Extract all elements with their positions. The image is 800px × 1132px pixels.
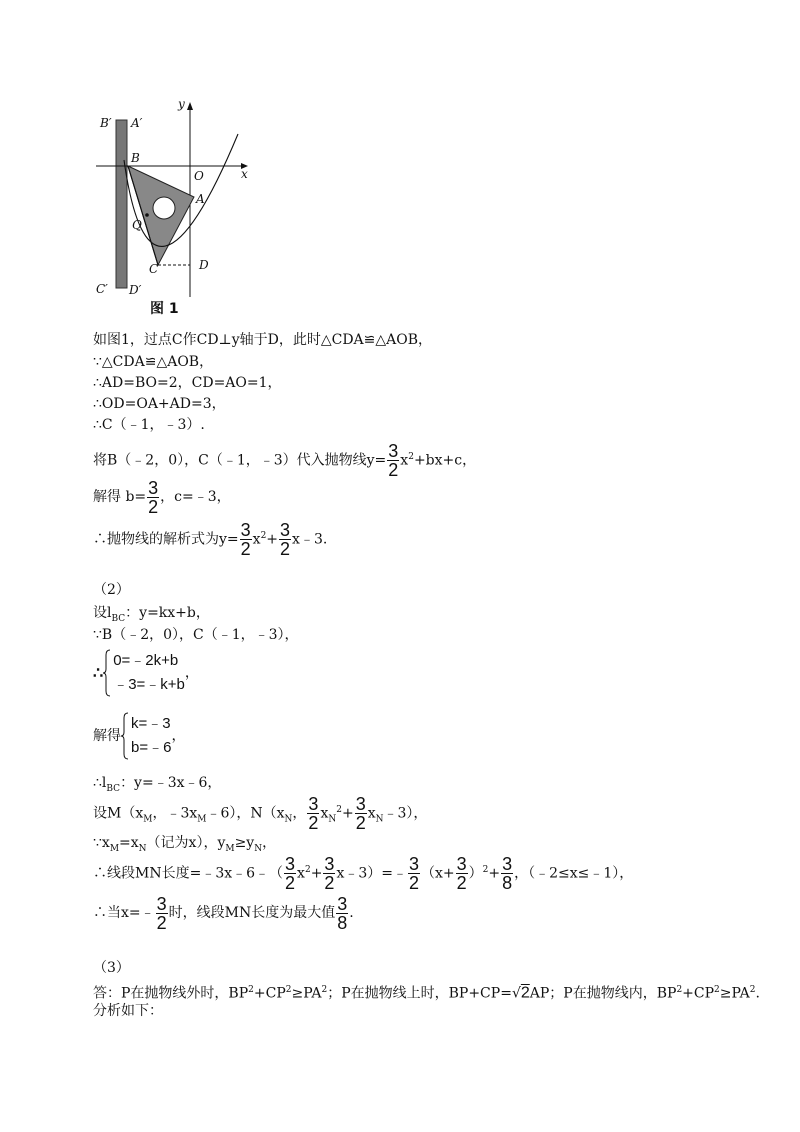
label-c: C [149,262,159,276]
fraction-3-2: $\frac{3}{2}$ [355,794,366,834]
label-c-prime: C′ [96,282,108,296]
p3-line1: 答：P在抛物线外时，$BP^2+CP^2\ge PA^2$；P在抛物线上时，BP+CP=√2AP；P在抛物线内，$BP^2+CP^2\ge PA^2$. [93,984,760,1002]
figure-1 [0,0,800,320]
figure-caption: 图 1 [150,301,179,317]
p2-line5: $\because x_M=x_N$（记为x），$y_M\ge y_N$， [93,835,277,854]
p2-heading: （2） [93,582,130,598]
p2-system2: 解得 k=﹣3 b=﹣6 ， [93,712,185,760]
triangle-hole [153,197,175,219]
fraction-3-2: $\frac{3}{2}$ [156,893,167,933]
fraction-3-2: $\frac{3}{2}$ [148,477,159,517]
p2-line4: 设$M(x_M$，$﹣3x_M﹣6$），$N(x_N$， $\frac{3}{2}$ $x_N^2+$ $\frac{3}{2}$ $x_N﹣3$）， [93,794,428,834]
p1-line7: 解得 b= $\frac{3}{2}$ ，c=﹣3， [93,477,231,517]
p3-heading: （3） [93,960,130,976]
ruler-bar [116,120,127,288]
fraction-3-2: $\frac{3}{2}$ [324,854,335,894]
p2-line6: ∴线段MN长度=﹣3x﹣6﹣（ $\frac{3}{2}$ $x^2+$ $\frac{3}{2}$ x﹣3）=﹣ $\frac{3}{2}$ （x+ $\frac{3}{2}$ ）$^2$+ $\frac{3}{8}$ ，（﹣2≤x≤﹣1）， [93,854,634,894]
equation-system: k=﹣3 b=﹣6 [121,712,171,760]
fraction-3-2: $\frac{3}{2}$ [456,854,467,894]
label-d: D [199,258,209,272]
point-q [145,213,149,217]
label-o: O [194,169,204,183]
p3-line2: 分析如下： [93,1003,163,1019]
label-a-prime: A′ [131,116,143,130]
p1-line2: ∵△CDA≌△AOB， [93,354,214,370]
fraction-3-2: $\frac{3}{2}$ [280,520,291,560]
p1-line3: ∴AD=BO=2，CD=AO=1， [93,375,282,391]
y-axis-arrow [187,102,193,110]
p1-line6: 将B（﹣2，0），C（﹣1，﹣3）代入抛物线y= $\frac{3}{2}$ $x^2+bx+c$， [93,441,477,481]
p1-line8: ∴抛物线的解析式为y= $\frac{3}{2}$ $x^2+$ $\frac{3}{2}$ x﹣3. [93,520,328,560]
fraction-3-2: $\frac{3}{2}$ [388,441,399,481]
left-brace [121,712,129,760]
p1-line1: 如图1，过点C作CD⊥y轴于D，此时△CDA≌△AOB， [93,332,433,348]
fraction-3-8: $\frac{3}{8}$ [337,893,348,933]
p2-system1: ∴ 0=﹣2k+b ﹣3=﹣k+b ， [93,649,199,697]
sqrt-symbol: √ [511,985,521,1002]
label-x: x [241,167,248,181]
p1-line4: ∴OD=OA+AD=3， [93,396,226,412]
label-a: A [196,192,205,206]
fraction-3-2: $\frac{3}{2}$ [408,854,419,894]
equation-system: 0=﹣2k+b ﹣3=﹣k+b [103,649,185,697]
fraction-3-2: $\frac{3}{2}$ [308,794,319,834]
left-brace [103,649,111,697]
p2-line3: $\therefore l_{BC}$：y=﹣3x﹣6， [93,775,222,794]
label-y: y [178,97,185,111]
p2-line1: 设$l_{BC}$：y=kx+b， [93,605,210,624]
label-q: Q [132,218,142,232]
label-b: B [131,151,140,165]
fraction-3-2: $\frac{3}{2}$ [240,520,251,560]
fraction-3-2: $\frac{3}{2}$ [285,854,296,894]
p1-line5: ∴C（﹣1，﹣3）. [93,417,205,433]
label-d-prime: D′ [129,283,142,297]
p2-line7: ∴当x=﹣ $\frac{3}{2}$ 时，线段MN长度为最大值 $\frac{3}{8}$ . [93,893,354,933]
label-b-prime: B′ [100,116,112,130]
p2-line2: ∵B（﹣2，0），C（﹣1，﹣3）， [93,627,299,643]
fraction-3-8: $\frac{3}{8}$ [502,854,513,894]
